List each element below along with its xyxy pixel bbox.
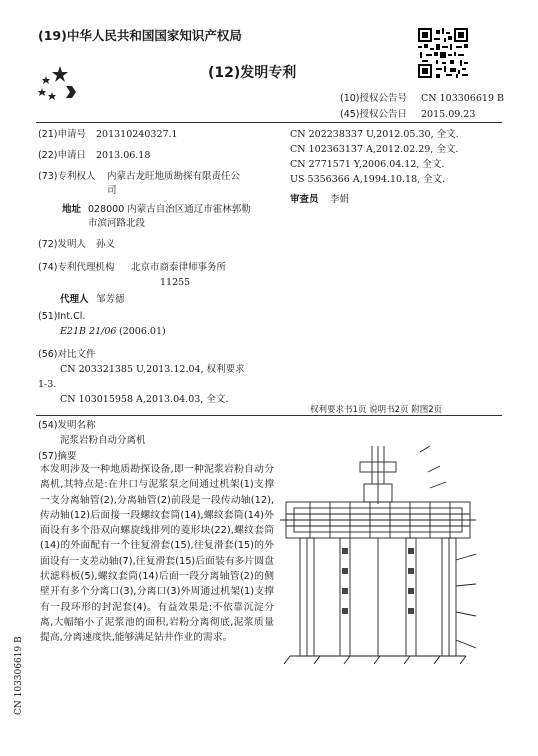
qr-code-icon <box>418 28 468 78</box>
body-divider <box>36 415 502 416</box>
document-type: (12)发明专利 <box>208 65 297 81</box>
cited-doc-3: CN 202238337 U,2012.05.30, 全文. <box>290 129 459 140</box>
cited-doc-6: US 5356366 A,1994.10.18, 全文. <box>290 174 446 185</box>
agent-value: 邹芳德 <box>96 294 125 305</box>
application-date-value: 2013.06.18 <box>96 150 151 161</box>
address-line2: 市滨河路北段 <box>88 218 146 229</box>
abstract-label: (57)摘要 <box>38 451 77 462</box>
inventor-label: (72)发明人 <box>38 239 87 250</box>
application-date-label: (22)申请日 <box>38 150 87 161</box>
side-publication-code: CN 103306619 B <box>14 636 24 715</box>
address-label: 地址 <box>62 204 82 215</box>
office-name: (19)中华人民共和国国家知识产权局 <box>38 28 242 43</box>
address-line1: 028000 内蒙古自治区通辽市霍林郭勒 <box>88 204 251 215</box>
examiner-value: 李娟 <box>330 194 350 205</box>
ipc-label: (51)Int.Cl. <box>38 311 86 322</box>
agency-label: (74)专利代理机构 <box>38 262 115 273</box>
cited-doc-2: CN 103015958 A,2013.04.03, 全文. <box>60 394 229 405</box>
application-number-value: 201310240327.1 <box>96 129 178 140</box>
agency-code: 11255 <box>160 277 191 288</box>
examiner-label: 审查员 <box>290 194 319 205</box>
invention-title: 泥浆岩粉自动分离机 <box>60 435 146 446</box>
patentee-value-line1: 内蒙古龙旺地质勘探有限责任公 <box>107 171 241 182</box>
pub-number-label: (10)授权公告号 <box>340 93 408 104</box>
page-counts: 权利要求书1页 说明书2页 附图2页 <box>310 405 443 415</box>
agency-value: 北京市商泰律师事务所 <box>131 262 227 273</box>
cited-doc-1-cont: 1-3. <box>38 379 57 390</box>
pub-date-value: 2015.09.23 <box>421 109 476 120</box>
header-divider <box>36 122 502 123</box>
pub-date-label: (45)授权公告日 <box>340 109 408 120</box>
abstract-figure <box>280 444 476 709</box>
inventor-value: 孙义 <box>96 239 116 250</box>
ipc-value: E21B 21/06 <box>60 326 117 337</box>
abstract-text: 本发明涉及一种地质勘探设备,即一种泥浆岩粉自动分离机,其特点是:在井口与泥浆泵之间通过机架(1)支撑一支分离轴管(2),分离轴管(2)前段是一段传动轴(12),传动轴(12)后面接一段螺纹套筒(14),螺纹套筒(14)外面设有多个沿双向螺旋线排列的菱形块(22),螺纹套筒(14)的外面配有一个往复滑套(15),往复滑套(15)的外面设有一支差动轴(7),往复滑套(15)后面装有多片圆盘状滤料板(5),螺纹套筒(14)后面一段分离轴管(2)的侧壁开有多个分离口(3),分离口(3)外周通过机架(1)支撑有一段环形的封泥套(4)。有益效果是:不依靠沉淀分离,大幅缩小了泥浆池的面积,岩粉分离彻底,泥浆质量提高,分离速度快,能够满足钻井作业的需求。 <box>40 464 274 644</box>
title-label: (54)发明名称 <box>38 420 96 431</box>
pub-number-value: CN 103306619 B <box>421 93 504 104</box>
cited-doc-5: CN 2771571 Y,2006.04.12, 全文. <box>290 159 445 170</box>
patentee-value-line2: 司 <box>107 185 117 196</box>
cited-doc-4: CN 102363137 A,2012.02.29, 全文. <box>290 144 459 155</box>
cited-docs-label: (56)对比文件 <box>38 349 96 360</box>
application-number-label: (21)申请号 <box>38 129 87 140</box>
cnipa-emblem-icon <box>36 62 80 104</box>
cited-doc-1: CN 203321385 U,2013.12.04, 权利要求 <box>60 364 245 375</box>
agent-label: 代理人 <box>60 294 89 305</box>
ipc-year: (2006.01) <box>119 326 166 337</box>
patentee-label: (73)专利权人 <box>38 171 96 182</box>
